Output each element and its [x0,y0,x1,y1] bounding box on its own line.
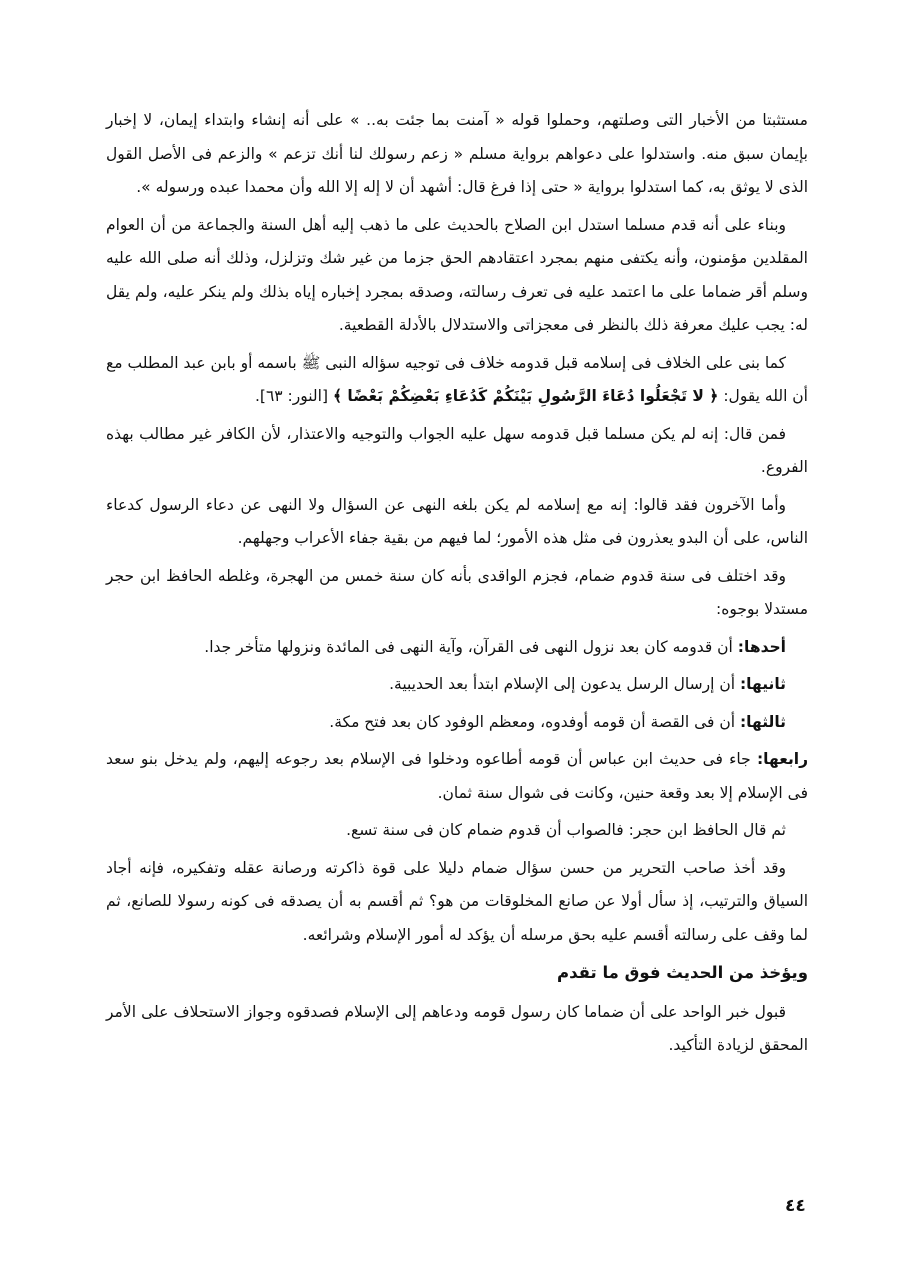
point-text: أن إرسال الرسل يدعون إلى الإسلام ابتدأ بعد الحديبية. [389,675,740,693]
paragraph-tahrir: وقد أخذ صاحب التحرير من حسن سؤال ضمام دليلا على قوة ذاكرته ورصانة عقله وتفكيره، فإنه أجاد السياق والترتيب، إذ سأل أولا عن صانع المخلوقات من هو؟ ثم أقسم به أن يصدقه فى كونه رسولا للصانع، ثم لما وقف على رسالته أقسم عليه بحق مرسله أن يؤكد له أمور الإسلام وشرائعه. [106,858,808,944]
point-label: ثالثها: [739,712,786,731]
point-fourth [106,743,808,810]
paragraph-second-opinion: وأما الآخرون فقد قالوا: إنه مع إسلامه لم يكن بلغه النهى عن السؤال ولا النهى عن دعاء الرسول كدعاء الناس، على أن البدو يعذرون فى مثل هذه الأمور؛ لما فيهم من بقية جفاء الأعراب وجهلهم. [106,495,808,547]
document-page [106,104,808,1067]
paragraph-first-opinion: فمن قال: إنه لم يكن مسلما قبل قدومه سهل عليه الجواب والتوجيه والاعتذار، لأن الكافر غير مطالب بهذه الفروع. [106,424,808,476]
paragraph-date-dispute: وقد اختلف فى سنة قدوم ضمام، فجزم الواقدى بأنه كان سنة خمس من الهجرة، وغلطه الحافظ ابن حجر مستدلا بوجوه: [106,566,808,618]
verse-reference: [النور: ٦٣]. [254,387,333,405]
point-text: جاء فى حديث ابن عباس أن قومه أطاعوه ودخلوا فى الإسلام بعد رجوعه إليهم، ولم يدخل بنو سعد فى الإسلام إلا بعد وقعة حنين، وكانت فى شوال سنة ثمان. [106,750,808,802]
paragraph-lessons: قبول خبر الواحد على أن ضماما كان رسول قومه ودعاهم إلى الإسلام فصدقوه وجواز الاستحلاف على الأمر المحقق لزيادة التأكيد. [106,1002,808,1054]
point-text: أن فى القصة أن قومه أوفدوه، ومعظم الوفود كان بعد فتح مكة. [329,712,740,731]
point-label: أحدها: [737,637,786,656]
paragraph-continuation: مستثبتا من الأخبار التى وصلتهم، وحملوا قوله « آمنت بما جئت به.. » على أنه إنشاء وابتداء إيمان، لا إخبار بإيمان سبق منه. واستدلوا على دعواهم برواية مسلم « زعم رسولك لنا أنك تزعم » والزعم فى الأصل القول الذى لا يوثق به، كما استدلوا برواية « حتى إذا فرغ قال: أشهد أن لا إله إلا الله وأن محمدا عبده ورسوله ». [106,111,808,196]
paragraph-conclusion-ibn-hajar: ثم قال الحافظ ابن حجر: فالصواب أن قدوم ضمام كان فى سنة تسع. [346,821,786,839]
paragraph-ibn-salah: وبناء على أنه قدم مسلما استدل ابن الصلاح بالحديث على ما ذهب إليه أهل السنة والجماعة من أن العوام المقلدين مؤمنون، وأنه يكتفى منهم بمجرد اعتقادهم الحق جزما من غير شك وتزلزل، وذلك أنه صلى الله عليه وسلم أقر ضماما على ما اعتمد عليه فى تعرف رسالته، وصدقه بمجرد إخباره إياه بذلك ولم ينكر عليه، ولم يقل له: يجب عليك معرفة ذلك بالنظر فى معجزاتى والاستدلال بالأدلة القطعية. [106,215,808,334]
point-second [106,668,808,702]
point-first [106,631,808,665]
paragraph-quran-citation [106,347,808,414]
section-heading: ويؤخذ من الحديث فوق ما تقدم [557,963,808,982]
page-number: ٤٤ [785,1196,806,1216]
quran-verse: ﴿ لا تَجْعَلُوا دُعَاءَ الرَّسُولِ بَيْنَكُمْ كَدُعَاءِ بَعْضِكُمْ بَعْضًا ﴾ [332,387,719,405]
point-text: أن قدومه كان بعد نزول النهى فى القرآن، وآية النهى فى المائدة ونزولها متأخر جدا. [204,637,738,656]
point-label: رابعها: [756,750,808,768]
paragraph-text: كما بنى على الخلاف فى إسلامه قبل قدومه خلاف فى توجيه سؤاله النبى ﷺ باسمه أو بابن عبد المطلب مع أن الله يقول: [106,353,808,405]
point-third [106,706,808,740]
point-label: ثانيها: [739,675,786,693]
